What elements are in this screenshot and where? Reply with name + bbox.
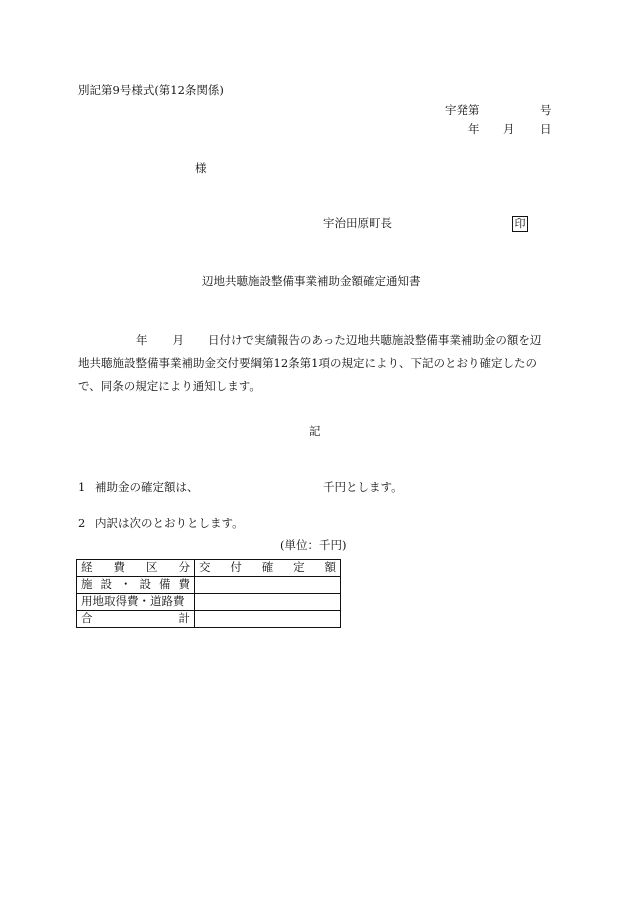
unit-note: (単位：千円) bbox=[280, 538, 347, 552]
seal-mark: 印 bbox=[512, 216, 528, 232]
item2-label: 内訳は次のとおりとします。 bbox=[95, 516, 244, 530]
date-day: 日 bbox=[540, 122, 552, 136]
header-cell-amount bbox=[195, 560, 341, 577]
date-year: 年 bbox=[468, 122, 480, 136]
date-month: 月 bbox=[503, 122, 515, 136]
breakdown-table bbox=[76, 559, 341, 628]
row-label-land-road: 用地取得費・道路費 bbox=[81, 594, 185, 609]
item1-number: 1 bbox=[78, 480, 86, 494]
body-line-3: で、同条の規定により通知します。 bbox=[78, 379, 261, 393]
document-title: 辺地共聴施設整備事業補助金額確定通知書 bbox=[202, 274, 421, 288]
row-label-cell bbox=[77, 611, 195, 628]
table-row bbox=[77, 577, 341, 594]
row-amount-cell bbox=[195, 577, 341, 594]
header-amount-label: 交 付 確 定 額 bbox=[199, 560, 336, 575]
table-row-total bbox=[77, 611, 341, 628]
sender-title: 宇治田原町長 bbox=[323, 216, 392, 230]
row-label-facility: 施 設 ・ 設 備 費 bbox=[81, 577, 190, 592]
row-label-cell bbox=[77, 594, 195, 611]
table-row bbox=[77, 594, 341, 611]
item2-number: 2 bbox=[78, 516, 86, 530]
ki-heading: 記 bbox=[309, 424, 321, 438]
body-year: 年 bbox=[136, 333, 148, 347]
doc-number-prefix: 宇発第 bbox=[445, 103, 480, 117]
table-header-row bbox=[77, 560, 341, 577]
addressee-honorific: 様 bbox=[195, 161, 207, 175]
row-amount-cell bbox=[195, 611, 341, 628]
total-label-right: 計 bbox=[178, 611, 190, 626]
doc-number-suffix: 号 bbox=[540, 103, 552, 117]
total-label-left: 合 bbox=[81, 611, 93, 626]
body-line-1 bbox=[78, 329, 552, 352]
item1-label: 補助金の確定額は、 bbox=[95, 480, 199, 494]
item1-suffix: 千円とします。 bbox=[323, 480, 403, 494]
form-header: 別記第9号様式(第12条関係) bbox=[78, 83, 224, 97]
body-month: 月 bbox=[172, 333, 184, 347]
body-line-2: 地共聴施設整備事業補助金交付要綱第12条第1項の規定により、下記のとおり確定したの bbox=[78, 356, 537, 370]
body-paragraph bbox=[78, 329, 552, 398]
header-category-label: 経 費 区 分 bbox=[81, 560, 190, 575]
row-label-cell bbox=[77, 577, 195, 594]
row-amount-cell bbox=[195, 594, 341, 611]
body-line1-rest: 日付けで実績報告のあった辺地共聴施設整備事業補助金の額を辺 bbox=[208, 333, 542, 347]
header-cell-category bbox=[77, 560, 195, 577]
